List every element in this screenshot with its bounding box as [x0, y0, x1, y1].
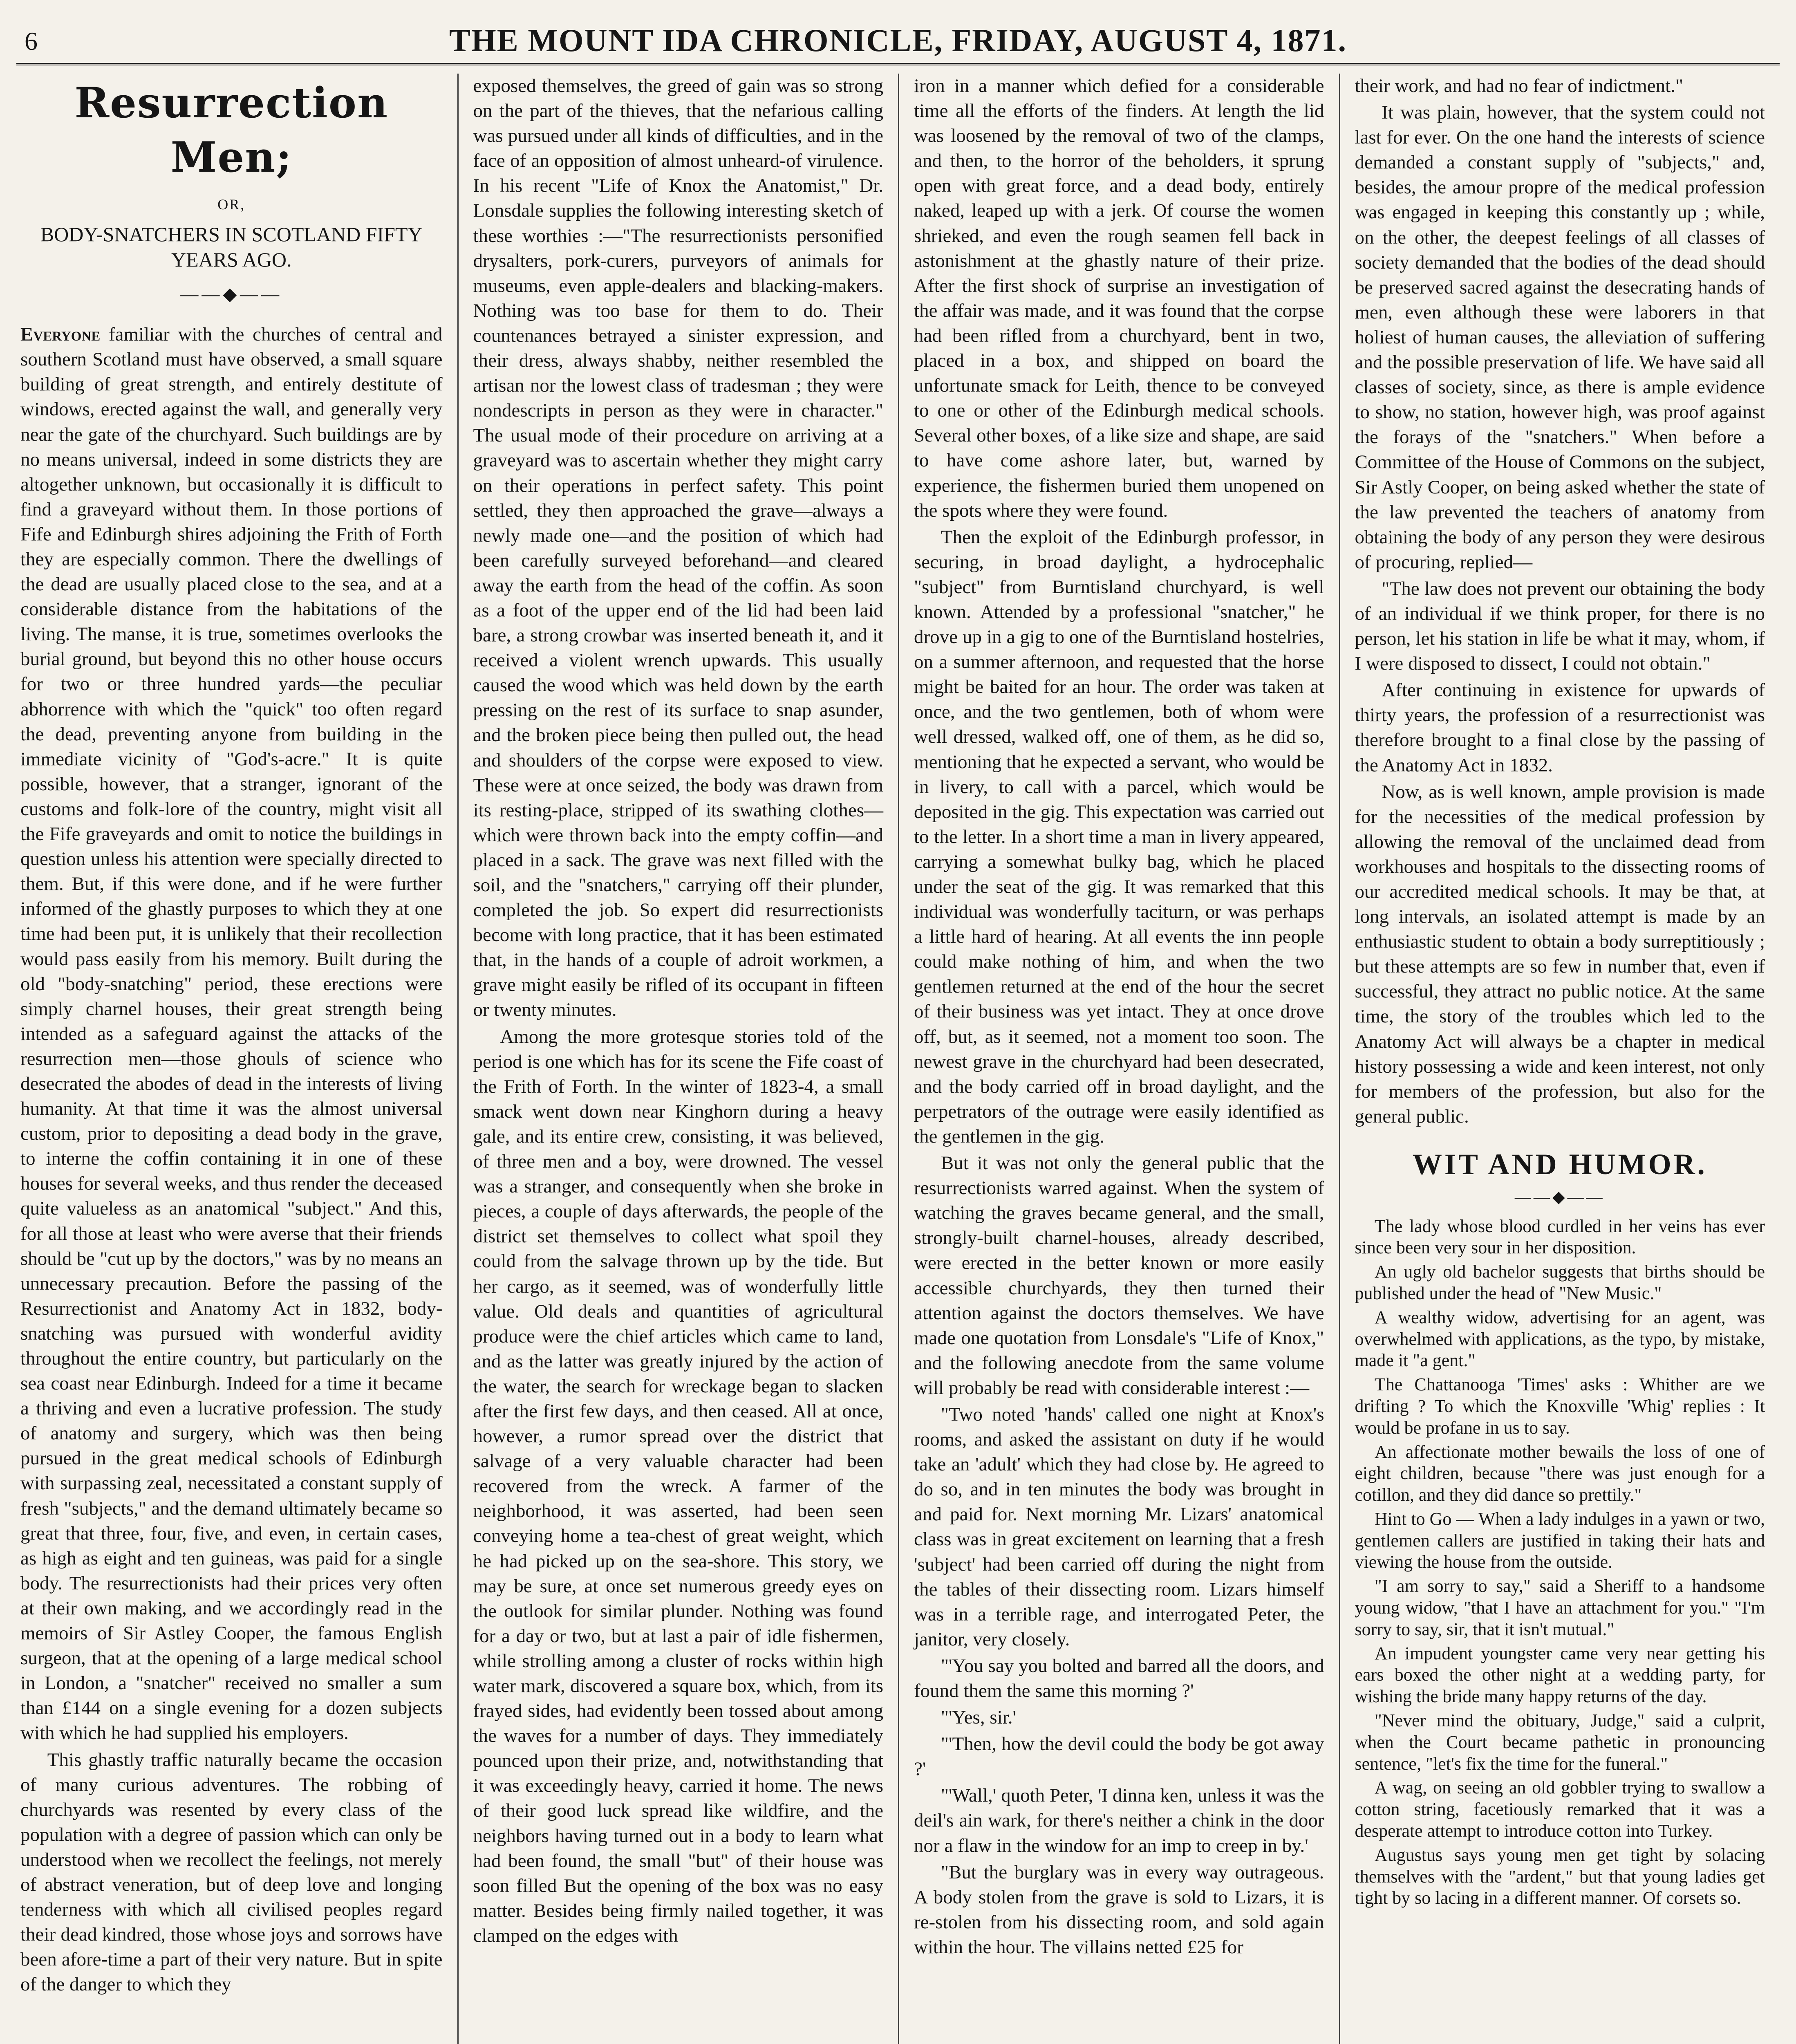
article-subtitle: BODY-SNATCHERS IN SCOTLAND FIFTY YEARS AGO. — [40, 222, 423, 271]
paragraph: "'Wall,' quoth Peter, 'I dinna ken, unless it was the deil's ain wark, for there's neither a chink in the door nor a flaw in the window for an imp to creep in by.' — [914, 1785, 1324, 1856]
lead-paragraph — [20, 322, 443, 1746]
paragraph: "Two noted 'hands' called one night at Knox's rooms, and asked the assistant on duty if he would take an 'adult' which they had close by. He agreed to do so, and in ten minutes the body was brought in and paid for. Next morning Mr. Lizars' anatomical class was in great excitement on learning that a fresh 'subject' had been carried off during the night from the tables of their dissecting room. Lizars himself was in a terrible rage, and interrogated Peter, the janitor, very closely. — [914, 1403, 1324, 1650]
masthead: THE MOUNT IDA CHRONICLE, FRIDAY, AUGUST 4, 1871. — [449, 22, 1347, 58]
column-4 — [1339, 74, 1780, 2044]
article-or: OR, — [217, 196, 246, 213]
wit-and-humor-items — [1355, 1216, 1765, 1910]
column-2 — [457, 74, 898, 2044]
paragraph: Now, as is well known, ample provision is made for the necessities of the medical profession by allowing the removal of the unclaimed dead from workhouses and hospitals to the dissecting rooms of our accredited medical schools. It may be that, at long intervals, an isolated attempt is made by an enthusiastic student to obtain a body surreptitiously ; but these attempts are so few in number that, even if successful, they attract no public notice. At the same time, the story of the troubles which led to the Anatomy Act will always be a chapter in medical history possessing a wide and keen interest, not only for members of the profession, but also for the general public. — [1355, 781, 1765, 1127]
joke-item: The Chattanooga 'Times' asks : Whither are we drifting ? To which the Knoxville 'Whig' replies : It would be profane in us to say. — [1355, 1374, 1765, 1438]
page-number: 6 — [25, 27, 38, 56]
article-columns — [16, 74, 1780, 2044]
paragraph: It was plain, however, that the system could not last for ever. On the one hand the interests of science demanded a constant supply of "subjects," and, besides, the amour propre of the medical profession was engaged in keeping this constantly up ; while, on the other, the deepest feelings of all classes of society demanded that the bodies of the dead should be preserved sacred against the desecrating hands of men, even although these were laborers in that holiest of human causes, the alleviation of suffering and the possible preservation of life. We have said all classes of society, since, as there is ample evidence to show, no station, however high, was proof against the forays of the "snatchers." When before a Committee of the House of Commons on the subject, Sir Astly Cooper, on being asked whether the state of the law prevented the teachers of anatomy from obtaining the body of any person they were desirous of procuring, replied— — [1355, 102, 1765, 573]
joke-item: "I am sorry to say," said a Sheriff to a handsome young widow, "that I have an attachment for you." "I'm sorry to say, sir, that it isn't mutual." — [1355, 1576, 1765, 1639]
paragraph: "'You say you bolted and barred all the doors, and found them the same this morning ?' — [914, 1655, 1324, 1701]
page-header — [16, 12, 1780, 65]
paragraph: After continuing in existence for upwards of thirty years, the profession of a resurrectionist was therefore brought to a final close by the passing of the Anatomy Act in 1832. — [1355, 679, 1765, 776]
joke-item: "Never mind the obituary, Judge," said a culprit, when the Court became pathetic in pronouncing sentence, "let's fix the time for the funeral." — [1355, 1710, 1765, 1774]
ornament-divider: ——◆—— — [180, 284, 283, 304]
joke-item: A wealthy widow, advertising for an agent, was overwhelmed with applications, as the typo, by mistake, made it "a gent." — [1355, 1307, 1765, 1371]
paragraph: Then the exploit of the Edinburgh professor, in securing, in broad daylight, a hydrocephalic "subject" from Burntisland churchyard, is well known. Attended by a professional "snatcher," he drove up in a gig to one of the Burntisland hostelries, on a summer afternoon, and requested that the horse might be baited for an hour. The order was taken at once, and the two gentlemen, both of whom were well dressed, walked off, one of them, as he did so, mentioning that he expected a servant, who would be in livery, to call with a parcel, which would be deposited in the gig. This expectation was carried out to the letter. In a short time a man in livery appeared, carrying a somewhat bulky bag, which he placed under the seat of the gig. It was remarked that this individual was wonderfully taciturn, or was perhaps a little hard of hearing. At all events the inn people could make nothing of him, and when the two gentlemen returned at the end of the hour the secret of their business was yet intact. They at once drove off, but, as it seemed, not a moment too soon. The newest grave in the churchyard had been desecrated, and the body carried off in broad daylight, and the perpetrators of the outrage were easily identified as the gentlemen in the gig. — [914, 526, 1324, 1147]
paragraph: This ghastly traffic naturally became the occasion of many curious adventures. The robbing of churchyards was resented by every class of the population with a degree of passion which can only be understood when we recollect the feelings, not merely of abstract veneration, but of deep love and longing tenderness with which all civilised peoples regard their dead kindred, those whose joys and sorrows have been afore-time a part of their very nature. But in spite of the danger to which they — [20, 1749, 443, 1995]
paragraph: "'Yes, sir.' — [941, 1707, 1016, 1728]
paragraph: iron in a manner which defied for a considerable time all the efforts of the finders. At length the lid was loosened by the removal of two of the clamps, and then, to the horror of the beholders, it sprung open with great force, and a dead body, entirely naked, leaped up with a jerk. Of course the women shrieked, and even the rough seamen fell back in astonishment at the ghastly nature of their prize. After the first shock of surprise an investigation of the affair was made, and it was found that the corpse had been rifled from a churchyard, bent in two, placed in a box, and shipped on board the unfortunate smack for Leith, thence to be conveyed to one or other of the Edinburgh medical schools. Several other boxes, of a like size and shape, are said to have come ashore later, but, warned by experience, the fishermen buried them unopened on the spots where they were found. — [914, 75, 1324, 521]
joke-item: An impudent youngster came very near getting his ears boxed the other night at a wedding party, for wishing the bride many happy returns of the day. — [1355, 1643, 1765, 1707]
lead-word: Everyone — [20, 324, 101, 345]
wit-and-humor-heading: WIT AND HUMOR. — [1412, 1148, 1707, 1181]
article-title: Resurrection Men; — [74, 78, 389, 182]
joke-item: An affectionate mother bewails the loss of one of eight children, because "there was just enough for a cotillon, and they did dance so prettily." — [1355, 1441, 1765, 1505]
paragraph: Among the more grotesque stories told of the period is one which has for its scene the Fife coast of the Frith of Forth. In the winter of 1823-4, a small smack went down near Kinghorn during a heavy gale, and its entire crew, consisting, it was believed, of three men and a boy, were drowned. The vessel was a stranger, and consequently when she broke in pieces, a couple of days afterwards, the people of the district set themselves to collect what spoil they could from the salvage thrown up by the tide. But her cargo, as it seemed, was of wonderfully little value. Old deals and quantities of agricultural produce were the chief articles which came to land, and as the latter was greatly injured by the action of the water, the search for wreckage began to slacken after the first few days, and then ceased. All at once, however, a rumor spread over the district that salvage of a very valuable character had been recovered from the wreck. A farmer of the neighborhood, it was asserted, had been seen conveying home a tea-chest of great weight, which he had picked up on the sea-shore. This story, we may be sure, at once set numerous greedy eyes on the outlook for similar plunder. Nothing was found for a day or two, but at last a pair of idle fishermen, while strolling among a cluster of rocks within high water mark, discovered a square box, which, from its frayed sides, had evidently been tossed about among the waves for a number of days. They immediately pounced upon their prize, and, notwithstanding that it was exceedingly heavy, carried it home. The news of their good luck spread like wildfire, and the neighbors having turned out in a body to learn what had been found, the small "but" of their house was soon filled But the opening of the box was no easy matter. Besides being firmly nailed together, it was clamped on the edges with — [473, 1026, 883, 1946]
joke-item: Hint to Go — When a lady indulges in a yawn or two, gentlemen callers are justified in taking their hats and viewing the house from the outside. — [1355, 1508, 1765, 1572]
column-3 — [898, 74, 1339, 2044]
paragraph: "'Then, how the devil could the body be got away ?' — [914, 1733, 1324, 1780]
column-1 — [16, 74, 457, 2044]
paragraph: exposed themselves, the greed of gain was so strong on the part of the thieves, that the nefarious calling was pursued under all kinds of difficulties, and in the face of an opposition of almost unheard-of virulence. In his recent "Life of Knox the Anatomist," Dr. Lonsdale supplies the following interesting sketch of these worthies :—"The resurrectionists personified drysalters, pork-curers, purveyors of animals for museums, even apple-dealers and blacking-makers. Nothing was too base for them to do. Their countenances betrayed a sinister expression, and their dress, always shabby, neither resembled the artisan nor the lowest class of tradesman ; they were nondescripts in person as they were in character." The usual mode of their procedure on arriving at a graveyard was to ascertain whether they might carry on their operations in perfect safety. This point settled, they then approached the grave—always a newly made one—and the position of which had been carefully surveyed beforehand—and cleared away the earth from the head of the coffin. As soon as a foot of the upper end of the lid had been laid bare, a strong crowbar was inserted beneath it, and it received a violent wrench upwards. This usually caused the wood which was held down by the earth pressing on the rest of its surface to snap asunder, and the broken piece being then pulled out, the head and shoulders of the corpse were exposed to view. These were at once seized, the body was drawn from its resting-place, stripped of its swathing clothes—which were thrown back into the empty coffin—and placed in a sack. The grave was next filled with the soil, and the "snatchers," carrying off their plunder, completed the job. So expert did resurrectionists become with long practice, that it has been estimated that, in the hands of a couple of adroit workmen, a grave might easily be rifled of its occupant in fifteen or twenty minutes. — [473, 75, 883, 1021]
paragraph: their work, and had no fear of indictment." — [1355, 75, 1684, 96]
paragraph: "But the burglary was in every way outrageous. A body stolen from the grave is sold to Lizars, it is re-stolen from his dissecting room, and sold again within the hour. The villains netted £25 for — [914, 1861, 1324, 1958]
joke-item: A wag, on seeing an old gobbler trying to swallow a cotton string, facetiously remarked that it was a desperate attempt to introduce cotton into Turkey. — [1355, 1777, 1765, 1841]
joke-item: The lady whose blood curdled in her veins has ever since been very sour in her disposition. — [1355, 1216, 1765, 1258]
ornament-divider: ——◆—— — [1514, 1187, 1605, 1206]
paragraph: But it was not only the general public that the resurrectionists warred against. When the system of watching the graves became general, and the small, strongly-built charnel-houses, already described, were erected in the better known or more easily accessible churchyards, they then turned their attention against the doctors themselves. We have made one quotation from Lonsdale's "Life of Knox," and the following anecdote from the same volume will probably be read with considerable interest :— — [914, 1152, 1324, 1399]
joke-item: An ugly old bachelor suggests that births should be published under the head of "New Music." — [1355, 1262, 1765, 1303]
paragraph-text: familiar with the churches of central and southern Scotland must have observed, a small square building of great strength, and entirely destitute of windows, erected against the wall, and generally very near the gate of the churchyard. Such buildings are by no means universal, indeed in some districts they are altogether unknown, but occasionally it is difficult to find a graveyard without them. In those portions of Fife and Edinburgh shires adjoining the Frith of Forth they are especially common. There the dwellings of the dead are usually placed close to the sea, and at a considerable distance from the habitations of the living. The manse, it is true, sometimes overlooks the burial ground, but beyond this no other house occurs for two or three hundred yards—the peculiar abhorrence with which the "quick" too often regard the dead, preventing anyone from building in the immediate vicinity of "God's-acre." It is quite possible, however, that a stranger, ignorant of the customs and folk-lore of the country, might visit all the Fife graveyards and omit to notice the buildings in question unless his attention were specially directed to them. But, if this were done, and if he were further informed of the ghastly purposes to which they at one time had been put, it is unlikely that their recollection would pass easily from his memory. Built during the old "body-snatching" period, these erections were simply charnel houses, their great strength being intended as a safeguard against the attacks of the resurrection men—those ghouls of science who desecrated the abodes of dead in the interests of living humanity. At that time it was the almost universal custom, prior to depositing a dead body in the grave, to interne the coffin containing it in one of these houses for several weeks, and thus render the deceased quite valueless as an anatomical "subject." And this, for all those at least who were averse that their friends should be "cut up by the doctors," was by no means an unnecessary precaution. Before the passing of the Resurrectionist and Anatomy Act in 1832, body-snatching was pursued with wonderful avidity throughout the entire country, but particularly on the sea coast near Edinburgh. Indeed for a time it became a thriving and even a lucrative profession. The study of anatomy and surgery, which was then being pursued in the great medical schools of Edinburgh with surpassing zeal, necessitated a constant supply of fresh "subjects," and the demand ultimately became so great that three, four, five, and even, in certain cases, as high as eight and ten guineas, was paid for a single body. The resurrectionists had their prices very often at their own making, and we accordingly read in the memoirs of Sir Astley Cooper, the famous English surgeon, that at the opening of a large medical school in London, a "snatcher" received no smaller a sum than £144 on a single evening for a dozen subjects with which he had supplied his employers. — [20, 324, 443, 1744]
paragraph: "The law does not prevent our obtaining the body of an individual if we think proper, for there is no person, let his station in life be what it may, whom, if I were disposed to dissect, I could not obtain." — [1355, 578, 1765, 675]
joke-item: Augustus says young men get tight by solacing themselves with the "ardent," but that young ladies get tight by so lacing in a different manner. Of corsets so. — [1355, 1845, 1765, 1908]
